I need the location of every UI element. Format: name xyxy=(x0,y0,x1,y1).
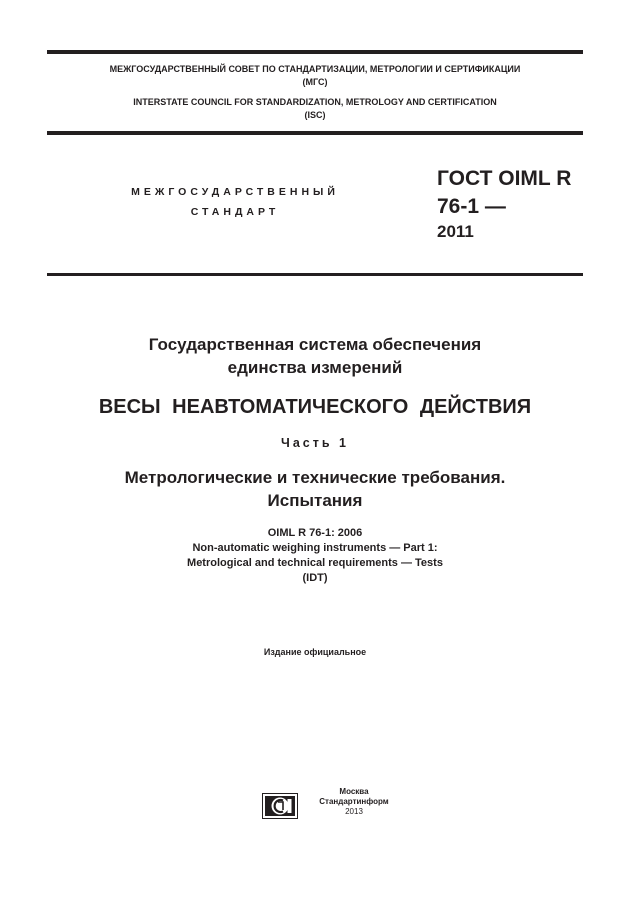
standard-label-line1: МЕЖГОСУДАРСТВЕННЫЙ xyxy=(131,186,339,198)
subtitle-line1: Метрологические и технические требования. xyxy=(124,468,506,487)
oiml-title-line1: Non-automatic weighing instruments — Part 1: xyxy=(192,542,438,554)
standard-year: 2011 xyxy=(437,222,474,241)
standard-number-line2: 76-1 — xyxy=(437,195,506,218)
system-title-line2: единства измерений xyxy=(227,358,403,377)
oiml-ref: OIML R 76-1: 2006 xyxy=(267,527,363,539)
system-title-line1: Государственная система обеспечения xyxy=(148,335,482,354)
imprint xyxy=(306,787,402,817)
standard-label xyxy=(100,182,370,222)
standartinform-logo-icon xyxy=(262,793,298,819)
imprint-publisher: Стандартинформ xyxy=(319,797,389,806)
subtitle-line2: Испытания xyxy=(267,491,363,510)
council-en-abbr: (ISC) xyxy=(304,110,326,120)
edition-note: Издание официальное xyxy=(263,647,367,657)
oiml-title-line2: Metrological and technical requirements — Tests xyxy=(187,557,443,569)
council-ru xyxy=(47,63,583,89)
standard-number xyxy=(437,165,571,243)
header-rule xyxy=(47,131,583,135)
designation-rule xyxy=(47,273,583,276)
identity-mark: (IDT) xyxy=(302,572,328,584)
council-en-name: INTERSTATE COUNCIL FOR STANDARDIZATION, METROLOGY AND CERTIFICATION xyxy=(133,97,497,107)
council-ru-name: МЕЖГОСУДАРСТВЕННЫЙ СОВЕТ ПО СТАНДАРТИЗАЦИИ, МЕТРОЛОГИИ И СЕРТИФИКАЦИИ xyxy=(109,64,521,74)
standard-label-line2: СТАНДАРТ xyxy=(190,206,280,218)
part-label: Часть 1 xyxy=(281,436,349,450)
document-title: ВЕСЫ НЕАВТОМАТИЧЕСКОГО ДЕЙСТВИЯ xyxy=(98,396,532,418)
council-en xyxy=(47,96,583,122)
document-subtitle xyxy=(47,466,583,512)
imprint-year: 2013 xyxy=(345,807,363,816)
council-ru-abbr: (МГС) xyxy=(302,77,328,87)
imprint-city: Москва xyxy=(339,787,369,796)
oiml-reference xyxy=(47,526,583,586)
standard-number-line1: ГОСТ OIML R xyxy=(437,167,572,190)
system-title xyxy=(47,333,583,379)
top-rule xyxy=(47,50,583,54)
